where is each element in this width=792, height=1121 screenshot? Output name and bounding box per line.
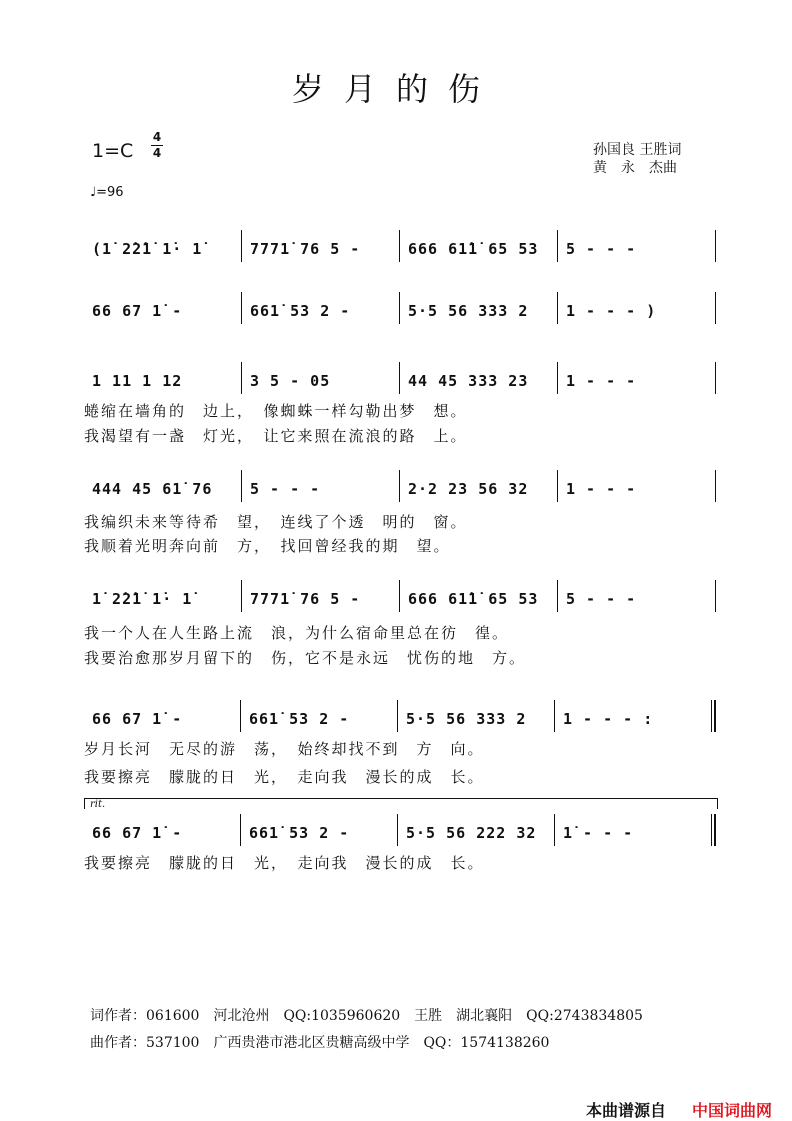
measure: 666 61̇1̇ 65 53	[408, 240, 539, 258]
measure: 661̇ 53 2 -	[249, 824, 350, 842]
notes-row	[84, 580, 716, 616]
measure: 1 11 1 12	[92, 372, 183, 390]
measure: 7771̇ 76 5 -	[250, 240, 361, 258]
lyric-verse-1: 我一个人在人生路上流 浪，为什么宿命里总在彷 徨。	[84, 624, 510, 642]
measure: 5 - - -	[250, 480, 321, 498]
lyricist-credit: 孙国良 王胜词	[593, 142, 682, 158]
measure: 5·5 56 222 32	[406, 824, 537, 842]
measure: 1 - - -	[566, 372, 637, 390]
measure: 666 61̇1̇ 65 53	[408, 590, 539, 608]
notes-row	[84, 470, 716, 506]
measure: (1̇ 2̇2̇1̇ 1̇· 1̇	[92, 240, 203, 258]
measure: 66 67 1̇ -	[92, 824, 183, 842]
barline	[715, 230, 716, 262]
composer-contact: 曲作者：537100 广西贵港市港北区贵糖高级中学 QQ：1574138260	[90, 1035, 550, 1051]
time-signature-top: 4	[152, 130, 162, 144]
lyricist-contact: 词作者：061600 河北沧州 QQ:1035960620 王胜 湖北襄阳 QQ:2743834805	[90, 1008, 643, 1024]
lyric-verse-2: 我顺着光明奔向前 方， 找回曾经我的期 望。	[84, 537, 451, 555]
measure: 66 67 1̇ -	[92, 710, 183, 728]
measure: 2·2 23 56 32	[408, 480, 529, 498]
barline	[715, 470, 716, 502]
rit-bracket	[84, 798, 718, 809]
tempo-marking: ♩=96	[90, 185, 124, 200]
measure: 44 45 333 23	[408, 372, 529, 390]
measure: 5 - - -	[566, 590, 637, 608]
measure: 5·5 56 333 2	[408, 302, 529, 320]
measure: 5·5 56 333 2	[406, 710, 527, 728]
notes-row	[84, 700, 716, 736]
measure: 1̇ - - -	[563, 824, 634, 842]
repeat-end-barline	[711, 700, 716, 732]
site-name-link[interactable]: 中国词曲网	[692, 1101, 773, 1120]
notes-row	[84, 230, 716, 266]
barline	[715, 580, 716, 612]
measure: 444 45 61̇ 76	[92, 480, 213, 498]
measure: 1 - - -	[566, 480, 637, 498]
song-title: 岁月的伤	[291, 70, 500, 108]
measure: 3 5 - 05	[250, 372, 331, 390]
notes-row	[84, 814, 716, 850]
rit-label: rit.	[90, 799, 106, 810]
notes-row	[84, 362, 716, 398]
notes-row	[84, 292, 716, 328]
measure: 661̇ 53 2 -	[250, 302, 351, 320]
source-label: 本曲谱源自	[586, 1101, 667, 1120]
key-signature: 1=C	[92, 140, 134, 162]
measure: 66 67 1̇ -	[92, 302, 183, 320]
lyric-verse-2: 我渴望有一盏 灯光， 让它来照在流浪的路 上。	[84, 427, 468, 445]
measure: 5 - - -	[566, 240, 637, 258]
measure: 1̇ 2̇2̇1̇ 1̇· 1̇	[92, 590, 193, 608]
barline	[715, 362, 716, 394]
lyric-verse-1: 我要擦亮 朦胧的日 光， 走向我 漫长的成 长。	[84, 854, 485, 872]
measure: 7771̇ 76 5 -	[250, 590, 361, 608]
measure: 1 - - - :	[563, 710, 654, 728]
final-barline	[711, 814, 716, 846]
time-signature	[150, 131, 164, 160]
time-signature-bottom: 4	[152, 146, 162, 160]
lyric-verse-1: 岁月长河 无尽的游 荡， 始终却找不到 方 向。	[84, 740, 485, 758]
lyric-verse-1: 蜷缩在墙角的 边上， 像蜘蛛一样勾勒出梦 想。	[84, 402, 468, 420]
lyric-verse-1: 我编织未来等待希 望， 连线了个透 明的 窗。	[84, 513, 468, 531]
measure: 1 - - - )	[566, 302, 657, 320]
measure: 661̇ 53 2 -	[249, 710, 350, 728]
lyric-verse-2: 我要擦亮 朦胧的日 光， 走向我 漫长的成 长。	[84, 768, 485, 786]
lyric-verse-2: 我要治愈那岁月留下的 伤，它不是永远 忧伤的地 方。	[84, 649, 527, 667]
barline	[715, 292, 716, 324]
composer-credit: 黄 永 杰曲	[593, 160, 677, 176]
